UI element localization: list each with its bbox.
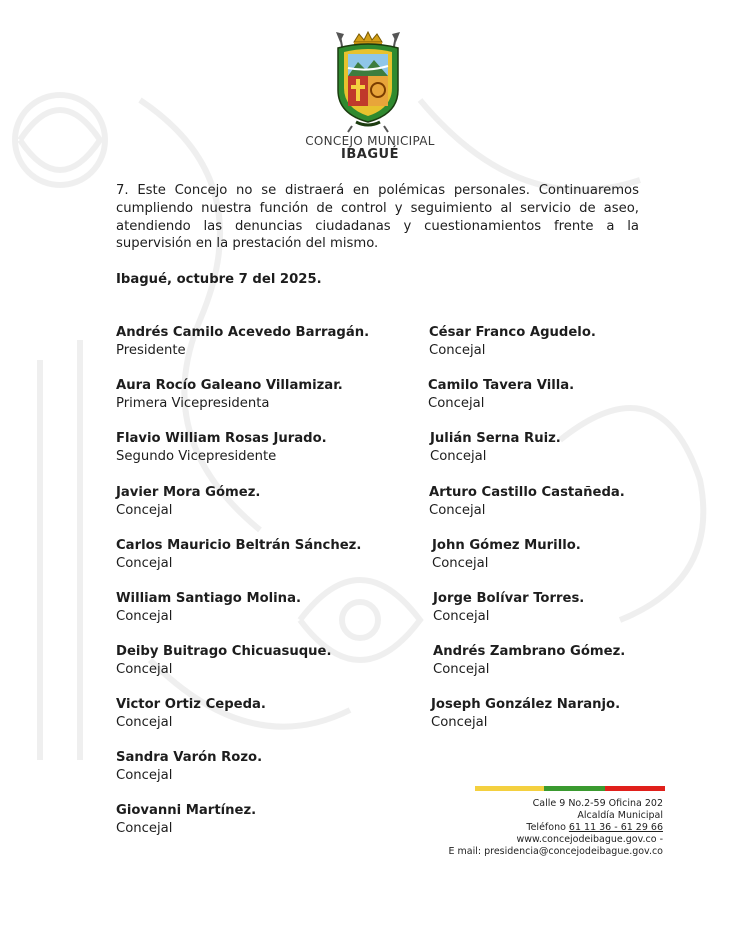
- signatory-name: Andrés Camilo Acevedo Barragán.: [116, 325, 370, 340]
- signatory-block: [428, 377, 574, 413]
- signatory-block: [433, 590, 584, 626]
- signatory-block: [116, 643, 332, 679]
- signatory-name: Giovanni Martínez.: [116, 803, 257, 818]
- signatory-role: Concejal: [116, 503, 173, 518]
- signatory-block: [116, 802, 256, 838]
- signatory-role: Concejal: [429, 343, 486, 358]
- signatory-block: [116, 430, 327, 466]
- signatory-name: Sandra Varón Rozo.: [116, 750, 263, 765]
- signatory-name: Deiby Buitrago Chicuasuque.: [116, 644, 332, 659]
- organization-city: IBAGUÉ: [341, 147, 399, 162]
- signatory-role: Concejal: [428, 396, 485, 411]
- signatory-block: [430, 430, 561, 466]
- signatory-block: [116, 537, 361, 573]
- phone-numbers[interactable]: 61 11 36 - 61 29 66: [568, 822, 663, 833]
- signatory-name: Carlos Mauricio Beltrán Sánchez.: [116, 538, 362, 553]
- flag-stripe-green: [544, 786, 605, 791]
- signatory-role: Concejal: [116, 609, 173, 624]
- signatory-block: [116, 696, 266, 732]
- signatory-role: Concejal: [116, 662, 173, 677]
- signatory-role: Concejal: [116, 556, 173, 571]
- signatory-role: Presidente: [116, 343, 186, 358]
- signatory-role: Concejal: [116, 821, 173, 836]
- signatory-role: Primera Vicepresidenta: [116, 396, 270, 411]
- signatory-role: Concejal: [433, 609, 490, 624]
- signatory-name: Arturo Castillo Castañeda.: [429, 485, 625, 500]
- document-date: Ibagué, octubre 7 del 2025.: [116, 272, 322, 287]
- organization-name: CONCEJO MUNICIPAL: [305, 134, 435, 148]
- statement-paragraph: 7. Este Concejo no se distraerá en polémicas personales. Continuaremos cumpliendo nuestra función de control y seguimiento al servicio de aseo, atendiendo las denuncias ciudadanas y cuestionamientos frente a la supervisión en la prestación del mismo.: [116, 183, 639, 252]
- signatory-block: [116, 590, 301, 626]
- footer-building: Alcaldía Municipal: [577, 810, 663, 821]
- signatory-role: Concejal: [433, 662, 490, 677]
- flag-stripe-red: [605, 786, 665, 791]
- signatory-name: Joseph González Naranjo.: [431, 697, 621, 712]
- footer-address: Calle 9 No.2-59 Oficina 202: [532, 798, 663, 809]
- signatory-block: [116, 377, 343, 413]
- signatory-role: Concejal: [430, 449, 487, 464]
- signatory-name: Flavio William Rosas Jurado.: [116, 431, 327, 446]
- signatory-role: Concejal: [116, 768, 173, 783]
- footer-website[interactable]: www.concejodeibague.gov.co -: [516, 834, 663, 845]
- signatory-block: [429, 484, 625, 520]
- footer-email[interactable]: E mail: presidencia@concejodeibague.gov.co: [448, 846, 663, 857]
- signatory-role: Concejal: [432, 556, 489, 571]
- footer-phone: [449, 822, 663, 834]
- signatory-block: [433, 643, 625, 679]
- signatory-role: Concejal: [116, 715, 173, 730]
- signatory-name: César Franco Agudelo.: [429, 325, 596, 340]
- signatory-name: Jorge Bolívar Torres.: [433, 591, 585, 606]
- signatory-name: Javier Mora Gómez.: [116, 485, 261, 500]
- signatory-block: [116, 749, 262, 785]
- signatory-name: William Santiago Molina.: [116, 591, 301, 606]
- signatory-role: Concejal: [431, 715, 488, 730]
- signatory-block: [429, 324, 596, 360]
- signatory-name: Camilo Tavera Villa.: [428, 378, 575, 393]
- coat-of-arms-logo: [326, 28, 410, 136]
- flag-stripe-yellow: [475, 786, 544, 791]
- signatory-name: John Gómez Murillo.: [432, 538, 581, 553]
- signatory-name: Victor Ortiz Cepeda.: [116, 697, 266, 712]
- signatory-role: Segundo Vicepresidente: [116, 449, 277, 464]
- signatory-block: [432, 537, 581, 573]
- signatory-block: [431, 696, 620, 732]
- phone-label: Teléfono: [526, 822, 569, 833]
- signatory-block: [116, 324, 369, 360]
- signatory-block: [116, 484, 260, 520]
- signatory-role: Concejal: [429, 503, 486, 518]
- footer-contact: [449, 798, 663, 858]
- signatory-name: Andrés Zambrano Gómez.: [433, 644, 626, 659]
- signatory-name: Julián Serna Ruiz.: [430, 431, 561, 446]
- signatory-name: Aura Rocío Galeano Villamizar.: [116, 378, 343, 393]
